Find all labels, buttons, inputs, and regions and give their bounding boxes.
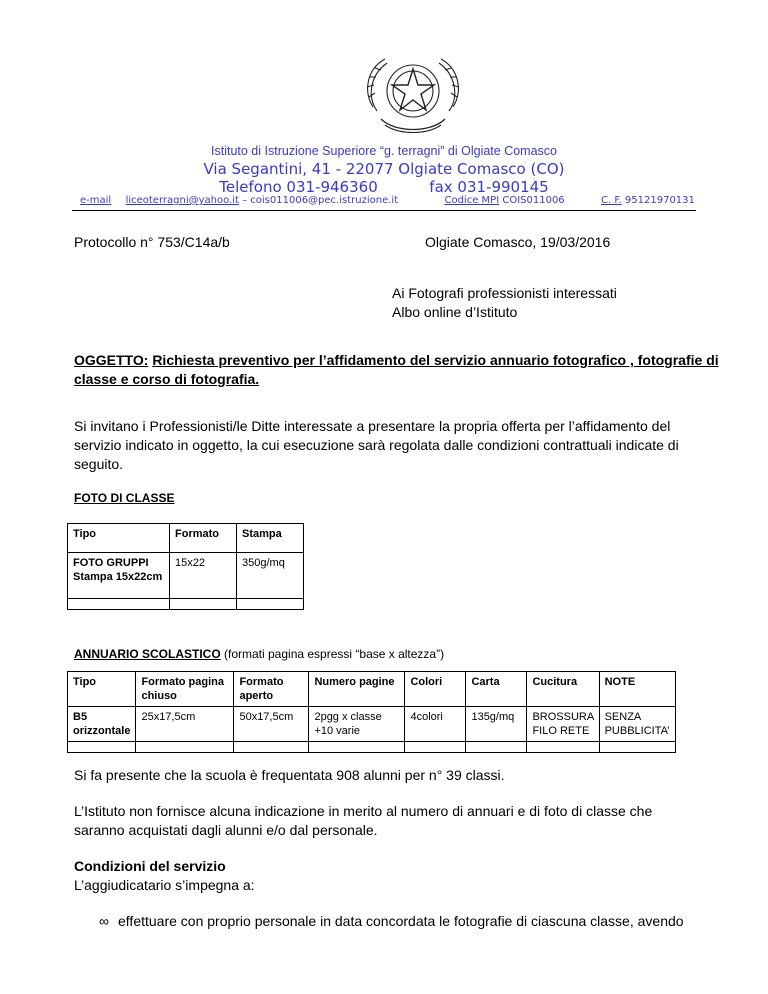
students-paragraph: Si fa presente che la scuola è frequentata 908 alunni per n° 39 classi. [74,767,505,783]
subject-line-2: classe e corso di fotografia. [74,371,260,387]
table-cell: 350g/mq [237,553,304,599]
header-cell: Formato [170,524,237,553]
header-cell: Carta [466,672,527,707]
conditions-intro: L’aggiudicatario s’impegna a: [74,877,255,893]
cf-label: C. F. [601,195,622,206]
header-cell: Formato pagina chiuso [136,672,234,707]
foto-classe-heading: FOTO DI CLASSE [74,491,175,505]
table-header-row [68,672,676,707]
foto-classe-table [67,523,304,610]
header-cell: Cucitura [527,672,599,707]
intro-line-3: seguito. [74,456,124,472]
institute-name: Istituto di Istruzione Superiore “g. terragni” di Olgiate Comasco [211,144,557,158]
table-cell: 135g/mq [466,707,527,742]
phone-number: Telefono 031-946360 [219,178,378,196]
table-row-empty [68,599,304,610]
mpi-label: Codice MPI [444,195,500,206]
istituto-paragraph-line-2: saranno acquistati dagli alunni e/o dal personale. [74,822,378,838]
header-cell: Formato aperto [234,672,309,707]
annuario-note: (formati pagina espressi “base x altezza”) [220,647,445,661]
email-separator: – [238,195,251,206]
subject-text-1: Richiesta preventivo per l’affidamento del servizio annuario fotografico , fotografie di [152,352,719,368]
subject-line-1 [74,351,719,370]
table-header-row [68,524,304,553]
annuario-heading-line [74,645,444,664]
table-cell: 25x17,5cm [136,707,234,742]
table-row [68,553,304,599]
header-cell: NOTE [599,672,675,707]
italian-republic-emblem-icon [355,47,471,141]
table-cell: 2pgg x classe +10 varie [309,707,405,742]
table-cell: 50x17,5cm [234,707,309,742]
email-link-2[interactable]: cois011006@pec.istruzione.it [250,195,399,206]
table-cell: B5 orizzontale [68,707,136,742]
table-row-empty [68,742,676,753]
recipient-2: Albo online d’Istituto [392,304,518,320]
header-cell: Stampa [237,524,304,553]
header-cell: Colori [405,672,466,707]
table-cell: FOTO GRUPPI Stampa 15x22cm [68,553,170,599]
subject-label: OGGETTO: [74,352,149,368]
table-cell: 4colori [405,707,466,742]
table-cell: BROSSURA FILO RETE [527,707,599,742]
cf-value: 95121970131 [624,195,695,206]
place-date: Olgiate Comasco, 19/03/2016 [425,234,611,250]
email-label: e-mail [80,195,112,206]
intro-line-1: Si invitano i Professionisti/le Ditte interessate a presentare la propria offerta per l’affidamento del [74,418,671,434]
istituto-paragraph-line-1: L’Istituto non fornisce alcuna indicazione in merito al numero di annuari e di foto di classe che [74,803,653,819]
header-cell: Tipo [68,672,136,707]
recipient-1: Ai Fotografi professionisti interessati [392,285,617,301]
header-cell: Numero pagine [309,672,405,707]
protocol-number: Protocollo n° 753/C14a/b [74,234,230,250]
annuario-heading: ANNUARIO SCOLASTICO [74,647,221,661]
institute-address: Via Segantini, 41 - 22077 Olgiate Comasco (CO) [203,160,565,178]
conditions-title: Condizioni del servizio [74,858,226,874]
bullet-infinity-icon: ∞ [99,913,109,929]
mpi-value: COIS011006 [502,195,565,206]
email-link-1[interactable]: liceoterragni@yahoo.it [125,195,239,206]
contacts-line [80,195,700,206]
intro-line-2: servizio indicato in oggetto, la cui esecuzione sarà regolata dalle condizioni contrattuali indicate di [74,437,679,453]
header-divider [72,210,696,211]
table-cell: 15x22 [170,553,237,599]
header-cell: Tipo [68,524,170,553]
fax-number: fax 031-990145 [429,178,549,196]
table-row [68,707,676,742]
condition-item-1: effettuare con proprio personale in data concordata le fotografie di ciascuna classe, avendo [118,913,684,929]
annuario-table [67,671,676,753]
table-cell: SENZA PUBBLICITA’ [599,707,675,742]
phone-fax-line [0,178,768,196]
